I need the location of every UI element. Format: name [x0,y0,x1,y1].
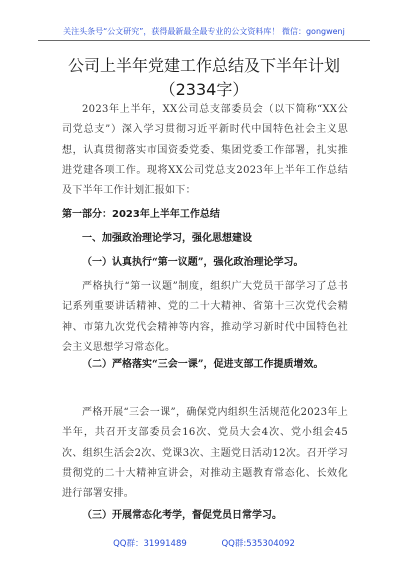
subsection-body-1: 严格执行“第一议题”制度，组织广大党员干部学习了总书记系列重要讲话精神、党的二十大精神、省第十三次党代会精神、市第九次党代会精神等内容，推动学习新时代中国特色社会主义思想学习常态化。 [62,281,348,353]
document-title: 公司上半年党建工作总结及下半年计划 [67,56,340,75]
subsection-heading-2: （二）严格落实“三会一课”，促进支部工作提质增效。 [82,359,324,370]
section-heading: 一、加强政治理论学习，强化思想建设 [82,233,252,244]
header-divider [38,40,370,41]
footer-qq-group-2: QQ群:535304092 [221,539,295,549]
subsection-body-2: 严格开展“三会一课”，确保党内组织生活规范化2023年上半年，共召开支部委员会16次、党员大会4次、党小组会45次、组织生活会2次、党课3次、主题党日活动12次。召开学习贯彻党的二十大精神宣讲会，对推动主题教育常态化、长效化进行部署安排。 [62,407,348,500]
intro-paragraph: 2023年上半年，XX公司总支部委员会（以下简称“XX公司党总支”）深入学习贯彻习近平新时代中国特色社会主义思想，认真贯彻落实市国资委党委、集团党委工作部署，扎实推进党建各项工作。现将XX公司党总支2023年上半年工作总结及下半年工作计划汇报如下： [62,104,348,197]
footer-qq-group-1: QQ群：31991489 [113,539,187,549]
header-banner: 关注头条号“公文研究”，获得最新最全最专业的公文资料库！ 微信：gongwenj [63,27,345,36]
word-count: （2334字） [159,80,249,99]
part-heading: 第一部分：2023年上半年工作总结 [62,209,220,220]
subsection-heading-3: （三）开展常态化考学，督促党员日常学习。 [82,510,282,521]
footer [0,537,408,549]
subsection-heading-1: （一）认真执行“第一议题”，强化政治理论学习。 [82,257,304,268]
